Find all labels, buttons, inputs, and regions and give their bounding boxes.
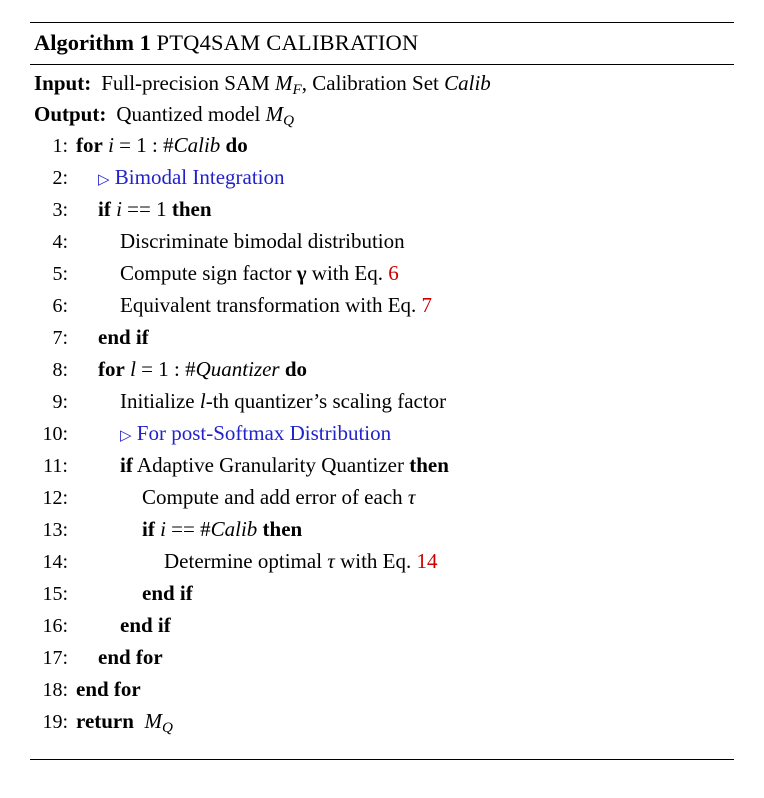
algorithm-line bbox=[32, 167, 732, 199]
algorithm-line-number: 13: bbox=[42, 519, 68, 542]
algorithm-line bbox=[32, 615, 732, 647]
algorithm-line bbox=[32, 455, 732, 487]
algorithm-line bbox=[32, 583, 732, 615]
algorithm-line-number: 1: bbox=[52, 135, 68, 158]
algorithm-line bbox=[32, 647, 732, 679]
algorithm-io-line bbox=[34, 70, 732, 98]
algorithm-io-line bbox=[34, 101, 732, 130]
algorithm-line-content: end for bbox=[98, 645, 163, 670]
algorithm-line-number: 11: bbox=[43, 455, 68, 478]
algorithm-line bbox=[32, 679, 732, 711]
algorithm-line-content: Compute and add error of each τ bbox=[142, 485, 416, 510]
algorithm-line-number: 3: bbox=[52, 199, 68, 222]
algorithm-line bbox=[32, 519, 732, 551]
algorithm-line bbox=[32, 711, 732, 743]
algorithm-line-content: if Adaptive Granularity Quantizer then bbox=[120, 453, 449, 478]
algorithm-io-value: Full-precision SAM $M_F$, Calibration Set Calib bbox=[101, 70, 491, 98]
algorithm-line-number: 6: bbox=[52, 295, 68, 318]
algorithm-line-content: end if bbox=[98, 325, 149, 350]
algorithm-line-content: return $M_Q$ bbox=[76, 709, 173, 737]
algorithm-line-number: 8: bbox=[52, 359, 68, 382]
algorithm-line-content: if i == 1 then bbox=[98, 197, 212, 222]
algorithm-line-number: 15: bbox=[42, 583, 68, 606]
algorithm-line-number: 9: bbox=[52, 391, 68, 414]
algorithm-line-number: 14: bbox=[42, 551, 68, 574]
algorithm-line bbox=[32, 391, 732, 423]
algorithm-line-content: Determine optimal τ with Eq. 14 bbox=[164, 549, 438, 574]
algorithm-line bbox=[32, 487, 732, 519]
algorithm-line-content: Equivalent transformation with Eq. 7 bbox=[120, 293, 433, 318]
algorithm-line-number: 7: bbox=[52, 327, 68, 350]
algorithm-io bbox=[32, 70, 732, 130]
algorithm-line-content: end if bbox=[142, 581, 193, 606]
algorithm-line-content: for i = 1 : #Calib do bbox=[76, 133, 248, 158]
algorithm-line-content: ▷ Bimodal Integration bbox=[98, 165, 285, 190]
algorithm-line-number: 10: bbox=[42, 423, 68, 446]
algorithm-line-number: 2: bbox=[52, 167, 68, 190]
bottom-rule bbox=[30, 759, 734, 760]
algorithm-line bbox=[32, 231, 732, 263]
algorithm-line-content: Compute sign factor γ with Eq. 6 bbox=[120, 261, 399, 286]
algorithm-line bbox=[32, 551, 732, 583]
algorithm-line-number: 12: bbox=[42, 487, 68, 510]
algorithm-line-content: for l = 1 : #Quantizer do bbox=[98, 357, 308, 382]
page-title: PTQ4SAM CALIBRATION bbox=[156, 30, 419, 55]
algorithm-line bbox=[32, 295, 732, 327]
algorithm-label: Algorithm 1 bbox=[34, 30, 151, 55]
algorithm-line bbox=[32, 327, 732, 359]
algorithm-line-number: 16: bbox=[42, 615, 68, 638]
algorithm-line bbox=[32, 359, 732, 391]
algorithm-title-row bbox=[30, 23, 734, 64]
algorithm-line-number: 19: bbox=[42, 711, 68, 734]
algorithm-block bbox=[30, 22, 734, 760]
algorithm-line-number: 5: bbox=[52, 263, 68, 286]
algorithm-steps bbox=[32, 135, 732, 743]
algorithm-line-content: Discriminate bimodal distribution bbox=[120, 229, 405, 254]
algorithm-line bbox=[32, 199, 732, 231]
algorithm-line bbox=[32, 135, 732, 167]
algorithm-line-content: ▷ For post-Softmax Distribution bbox=[120, 421, 392, 446]
algorithm-line bbox=[32, 263, 732, 295]
algorithm-line-content: end if bbox=[120, 613, 171, 638]
algorithm-io-value: Quantized model $M_Q$ bbox=[116, 101, 295, 130]
algorithm-line-content: end for bbox=[76, 677, 141, 702]
algorithm-line-content: if i == #Calib then bbox=[142, 517, 303, 542]
algorithm-io-key: Output: bbox=[34, 101, 107, 126]
algorithm-line-number: 17: bbox=[42, 647, 68, 670]
algorithm-body bbox=[30, 65, 734, 754]
algorithm-line-number: 18: bbox=[42, 679, 68, 702]
algorithm-io-key: Input: bbox=[34, 70, 92, 95]
algorithm-line bbox=[32, 423, 732, 455]
algorithm-line-number: 4: bbox=[52, 231, 68, 254]
algorithm-line-content: Initialize l-th quantizer’s scaling factor bbox=[120, 389, 447, 414]
